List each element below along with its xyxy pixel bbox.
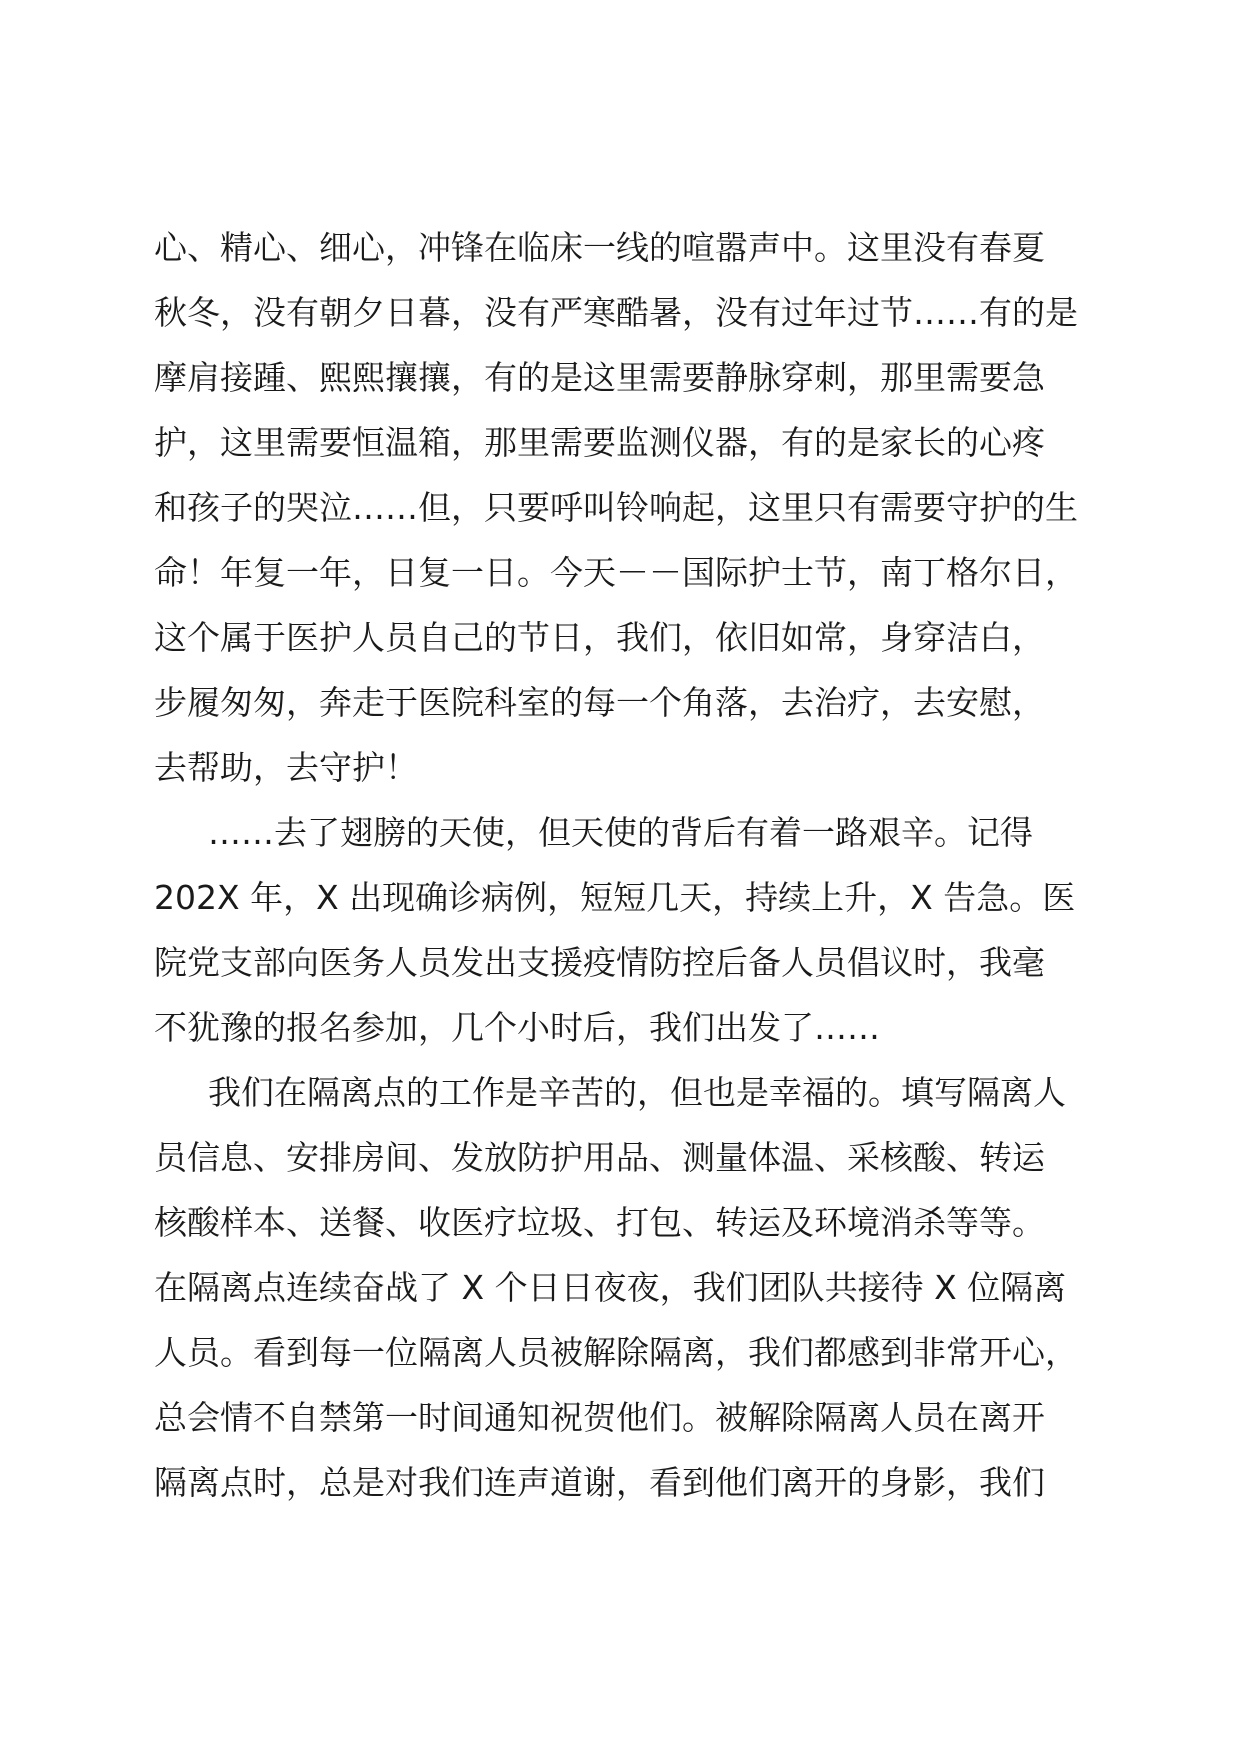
text-line: 心、精心、细心，冲锋在临床一线的喧嚣声中。这里没有春夏	[154, 228, 1045, 267]
text-line: 护，这里需要恒温箱，那里需要监测仪器，有的是家长的心疼	[154, 423, 1045, 462]
text-line: 员信息、安排房间、发放防护用品、测量体温、采核酸、转运	[154, 1138, 1045, 1177]
text-line: 去帮助，去守护！	[154, 748, 418, 787]
text-line: 在隔离点连续奋战了 X 个日日夜夜，我们团队共接待 X 位隔离	[154, 1268, 1067, 1307]
paragraph-3	[154, 1060, 1094, 1515]
document-body	[154, 215, 1094, 1515]
text-line: 摩肩接踵、熙熙攘攘，有的是这里需要静脉穿刺，那里需要急	[154, 358, 1045, 397]
text-line: 秋冬，没有朝夕日暮，没有严寒酷暑，没有过年过节……有的是	[154, 293, 1078, 332]
text-line: 隔离点时，总是对我们连声道谢，看到他们离开的身影，我们	[154, 1463, 1045, 1502]
text-line: 人员。看到每一位隔离人员被解除隔离，我们都感到非常开心，	[154, 1333, 1078, 1372]
text-line: 我们在隔离点的工作是辛苦的，但也是幸福的。填写隔离人	[208, 1073, 1066, 1112]
text-line: 这个属于医护人员自己的节日，我们，依旧如常，身穿洁白，	[154, 618, 1045, 657]
text-line: 和孩子的哭泣……但，只要呼叫铃响起，这里只有需要守护的生	[154, 488, 1078, 527]
text-line: ……去了翅膀的天使，但天使的背后有着一路艰辛。记得	[208, 813, 1033, 852]
paragraph-2	[154, 800, 1094, 1060]
paragraph-1	[154, 215, 1094, 800]
text-line: 核酸样本、送餐、收医疗垃圾、打包、转运及环境消杀等等。	[154, 1203, 1045, 1242]
text-line: 步履匆匆，奔走于医院科室的每一个角落，去治疗，去安慰，	[154, 683, 1045, 722]
text-line: 总会情不自禁第一时间通知祝贺他们。被解除隔离人员在离开	[154, 1398, 1045, 1437]
text-line: 202X 年，X 出现确诊病例，短短几天，持续上升，X 告急。医	[154, 878, 1076, 917]
text-line: 院党支部向医务人员发出支援疫情防控后备人员倡议时，我毫	[154, 943, 1045, 982]
text-line: 命！年复一年，日复一日。今天－－国际护士节，南丁格尔日，	[154, 553, 1078, 592]
text-line: 不犹豫的报名参加，几个小时后，我们出发了……	[154, 1008, 880, 1047]
